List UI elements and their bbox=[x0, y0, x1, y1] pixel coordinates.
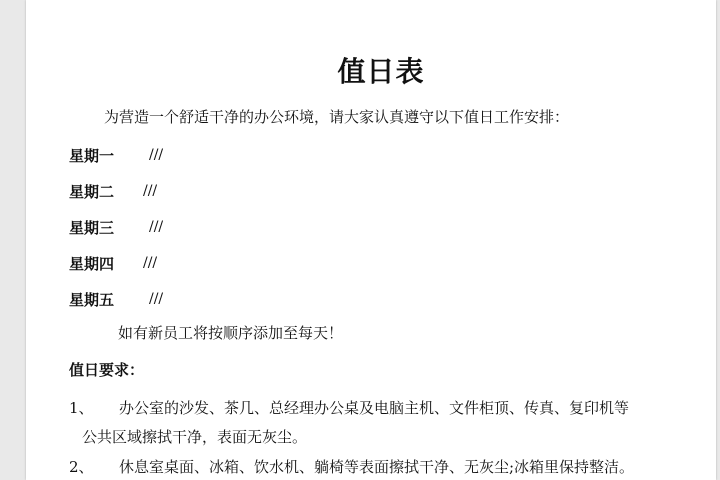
requirement-text-line: 公共区域擦拭干净，表面无灰尘。 bbox=[82, 428, 308, 446]
requirement-number: 2、 bbox=[69, 458, 94, 476]
assignee-wednesday: /// bbox=[149, 219, 164, 235]
intro-paragraph: 为营造一个舒适干净的办公环境，请大家认真遵守以下值日工作安排： bbox=[104, 108, 570, 126]
schedule-day-thursday bbox=[69, 253, 114, 274]
new-staff-note: 如有新员工将按顺序添加至每天！ bbox=[118, 324, 344, 342]
document-page bbox=[26, 0, 716, 480]
requirement-text-line: 休息室桌面、冰箱、饮水机、躺椅等表面擦拭干净、无灰尘;冰箱里保持整洁。 bbox=[119, 458, 635, 476]
day-label: 星期四 bbox=[69, 255, 115, 273]
schedule-day-friday bbox=[69, 289, 114, 310]
assignee-monday: /// bbox=[149, 147, 164, 163]
page-title: 值日表 bbox=[337, 55, 425, 88]
requirement-number: 1、 bbox=[69, 399, 94, 417]
requirement-text-line: 办公室的沙发、茶几、总经理办公桌及电脑主机、文件柜顶、传真、复印机等 bbox=[119, 399, 630, 417]
schedule-day-wednesday bbox=[69, 217, 114, 238]
day-label: 星期三 bbox=[69, 219, 115, 237]
assignee-friday: /// bbox=[149, 291, 164, 307]
schedule-day-tuesday bbox=[69, 181, 114, 202]
day-label: 星期二 bbox=[69, 183, 115, 201]
schedule-day-monday bbox=[69, 145, 114, 166]
assignee-tuesday: /// bbox=[143, 183, 158, 199]
assignee-thursday: /// bbox=[143, 255, 158, 271]
day-label: 星期一 bbox=[69, 147, 115, 165]
day-label: 星期五 bbox=[69, 291, 115, 309]
requirements-heading: 值日要求： bbox=[69, 361, 145, 379]
